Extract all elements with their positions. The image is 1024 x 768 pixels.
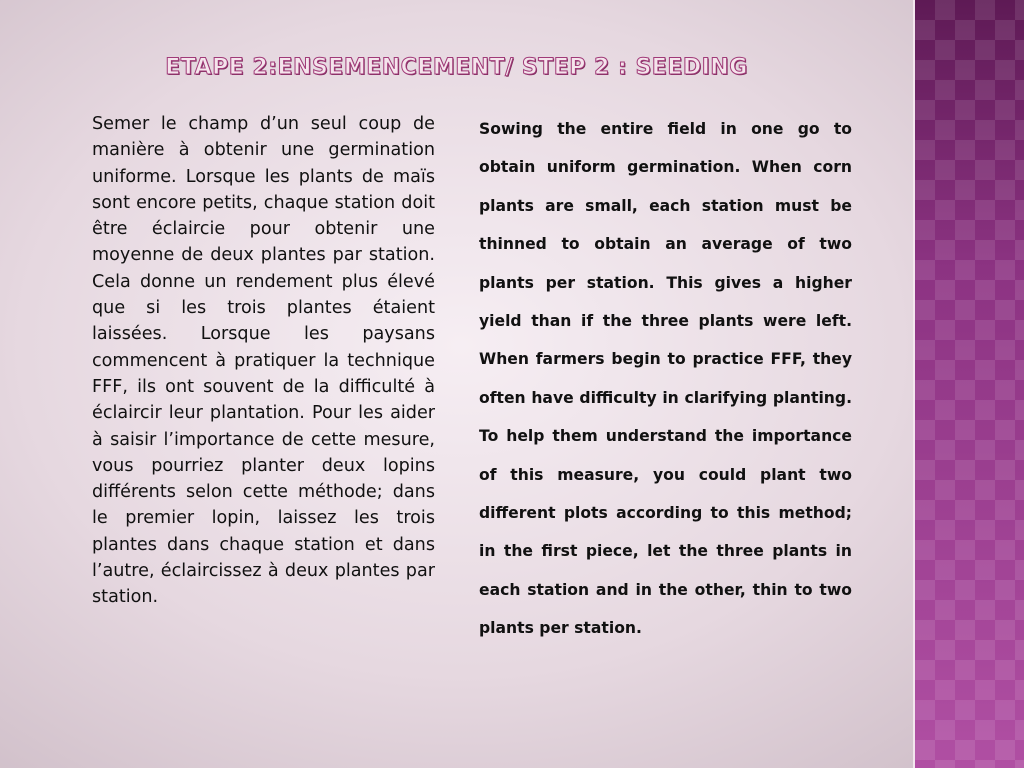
decorative-side-panel — [913, 0, 1024, 768]
english-text-column: Sowing the entire field in one go to obtain uniform germination. When corn plants are small, each station must be thinned to obtain an average of two plants per station. This gives a higher yield than if the three plants were left. When farmers begin to practice FFF, they often have difficulty in clarifying planting. To help them understand the importance of this measure, you could plant two different plots according to this method; in the first piece, let the three plants in each station and in the other, thin to two plants per station. — [479, 120, 852, 638]
slide-title: ETAPE 2:ENSEMENCEMENT/ STEP 2 : SEEDING — [165, 55, 748, 80]
french-text-column: Semer le champ d’un seul coup de manière à obtenir une germination uniforme. Lorsque les plants de maïs sont encore petits, chaque station doit être éclaircie pour obtenir une moyenne de deux plantes par station. Cela donne un rendement plus élevé que si les trois plantes étaient laissées. Lorsque les paysans commencent à pratiquer la technique FFF, ils ont souvent de la difficulté à éclaircir leur plantation. Pour les aider à saisir l’importance de cette mesure, vous pourriez planter deux lopins différents selon cette méthode; dans le premier lopin, laissez les trois plantes dans chaque station et dans l’autre, éclaircissez à deux plantes par station. — [92, 114, 435, 608]
